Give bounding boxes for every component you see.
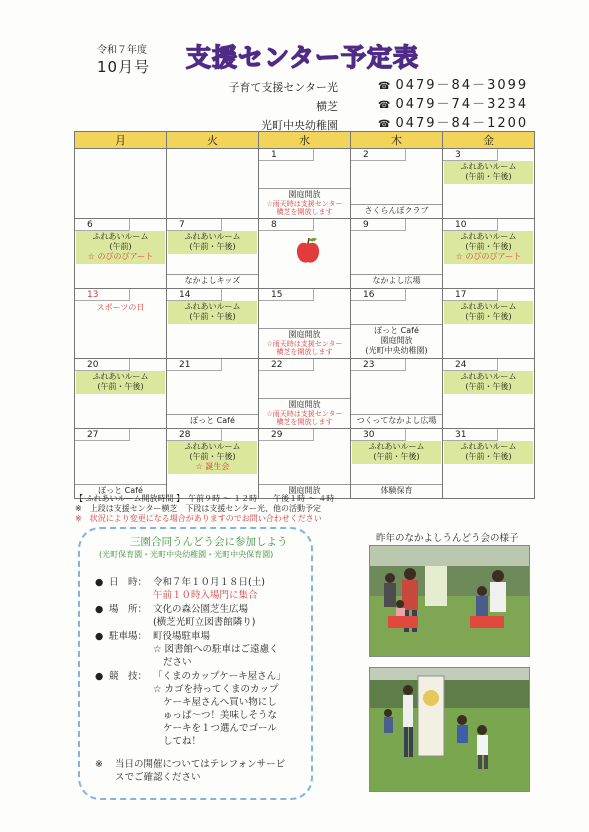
center-event: なかよしキッズ bbox=[167, 274, 258, 286]
note-hours: 【 ふれあいルーム開放時間 】 午前９時 ～ １２時 午後１時 ～ ４時 bbox=[75, 494, 335, 503]
phone-icon: ☎ bbox=[378, 100, 391, 111]
day-number: 15 bbox=[259, 289, 314, 301]
calendar-day-cell bbox=[75, 289, 167, 359]
calendar bbox=[74, 131, 535, 499]
fiscal-year: 令和７年度 bbox=[97, 45, 147, 56]
day-number: 31 bbox=[443, 429, 498, 441]
event-subtitle: (光町保育園・光町中央幼稚園・光町中央保育園) bbox=[99, 550, 274, 559]
calendar-day-cell bbox=[259, 149, 351, 219]
event-assembly: 午前１０時入場門に集合 bbox=[153, 590, 258, 601]
fureai-room-event: ふれあいルーム (午前・午後) ☆ 誕生会 bbox=[168, 441, 257, 474]
calendar-day-cell bbox=[259, 359, 351, 429]
fureai-room-event: ふれあいルーム (午前・午後) ☆ のびのびアート bbox=[444, 231, 533, 264]
fureai-room-event: ふれあいルーム (午前・午後) bbox=[444, 371, 533, 394]
phone-icon: ☎ bbox=[378, 119, 391, 130]
rain-note: ☆雨天時は支援センター bbox=[266, 340, 343, 348]
sports-day-photo-1 bbox=[369, 545, 530, 657]
day-number: 13 bbox=[75, 289, 130, 301]
notes bbox=[75, 494, 334, 524]
weekday-mon: 月 bbox=[75, 132, 167, 149]
bullet-icon: ● bbox=[95, 604, 104, 615]
center-event: つくってなかよし広場 bbox=[351, 414, 442, 426]
calendar-day-cell bbox=[351, 359, 443, 429]
calendar-day-cell bbox=[75, 149, 167, 219]
rain-note: ☆雨天時は支援センター bbox=[266, 410, 343, 418]
contact-name-hikari: 子育て支援センター光 bbox=[228, 81, 338, 94]
day-number: 7 bbox=[167, 219, 222, 231]
day-number: 22 bbox=[259, 359, 314, 371]
bullet-icon: ● bbox=[95, 671, 104, 682]
contact-tel-hikari: ☎ 0479－84－3099 bbox=[378, 78, 529, 93]
calendar-day-cell bbox=[351, 149, 443, 219]
fureai-room-event: ふれあいルーム (午前・午後) bbox=[168, 301, 257, 324]
calendar-week bbox=[75, 359, 535, 429]
note-layout: ※ 上段は支援センター横芝 下段は支援センター光、他の活動予定 bbox=[75, 504, 322, 513]
fureai-room-event: ふれあいルーム (午前・午後) bbox=[444, 441, 533, 464]
contact-tel-yokoshiba: ☎ 0479－74－3234 bbox=[378, 97, 529, 112]
fureai-room-event: ふれあいルーム (午前・午後) bbox=[444, 301, 533, 324]
day-number: 3 bbox=[443, 149, 498, 161]
special-event: ☆ のびのびアート bbox=[87, 252, 154, 261]
fureai-room-event: ふれあいルーム (午前・午後) bbox=[352, 441, 441, 464]
day-number: 24 bbox=[443, 359, 498, 371]
event-footer: ※ 当日の開催についてはテレフォンサービ スでご確認ください bbox=[95, 759, 286, 783]
calendar-day-cell bbox=[167, 429, 259, 499]
month-label: 10月号 bbox=[97, 58, 151, 76]
center-event: 園庭開放 bbox=[259, 484, 350, 496]
weekday-header bbox=[75, 132, 535, 149]
rain-note: ☆雨天時は支援センター bbox=[266, 200, 343, 208]
calendar-day-cell bbox=[75, 359, 167, 429]
fureai-room-event: ふれあいルーム (午前・午後) bbox=[444, 161, 533, 184]
calendar-day-cell bbox=[167, 219, 259, 289]
day-number: 17 bbox=[443, 289, 498, 301]
day-number: 10 bbox=[443, 219, 498, 231]
calendar-day-cell bbox=[259, 429, 351, 499]
day-number: 6 bbox=[75, 219, 130, 231]
event-parking-row: ● 駐車場： 町役場駐車場 ☆ 図書館への駐車はご遠慮く ださい bbox=[95, 631, 279, 668]
center-event: ぽっと Café 園庭開放 (光町中央幼稚園) bbox=[351, 324, 442, 356]
event-place-row: ● 場 所： 文化の森公園芝生広場 (横芝光町立図書館隣り) bbox=[95, 604, 256, 628]
calendar-day-cell bbox=[443, 429, 535, 499]
note-change: ※ 状況により変更になる場合がありますのでお問い合わせください bbox=[75, 514, 322, 523]
day-number: 27 bbox=[75, 429, 130, 441]
weekday-wed: 水 bbox=[259, 132, 351, 149]
phone-icon: ☎ bbox=[378, 81, 391, 92]
center-event: さくらんぼクラブ bbox=[351, 204, 442, 216]
rain-note: 横芝を開放します bbox=[276, 208, 333, 216]
day-number: 14 bbox=[167, 289, 222, 301]
event-date-row: ● 日 時： 令和７年１０月１８日(土) 午前１０時入場門に集合 bbox=[95, 577, 265, 601]
event-game-row: ● 競 技： 「くまのカップケーキ屋さん」 ☆ カゴを持ってくまのカップ ケーキ屋さんへ買い物にし ゅっぱ～つ！美味しそうな ケーキを１つ選んでゴール してね！ bbox=[95, 671, 286, 747]
calendar-week bbox=[75, 149, 535, 219]
rain-note: 横芝を開放します bbox=[276, 348, 333, 356]
day-number: 2 bbox=[351, 149, 406, 161]
calendar-day-cell bbox=[443, 359, 535, 429]
calendar-day-cell bbox=[351, 429, 443, 499]
bullet-icon: ● bbox=[95, 631, 104, 642]
calendar-day-cell bbox=[167, 359, 259, 429]
calendar-day-cell bbox=[167, 289, 259, 359]
calendar-day-cell bbox=[259, 289, 351, 359]
center-event: ぽっと Café bbox=[167, 414, 258, 426]
day-number: 16 bbox=[351, 289, 406, 301]
day-number: 20 bbox=[75, 359, 130, 371]
center-event: ぽっと Café bbox=[75, 484, 166, 496]
center-event: なかよし広場 bbox=[351, 274, 442, 286]
calendar-week bbox=[75, 429, 535, 499]
center-event: 体験保育 bbox=[351, 484, 442, 496]
day-number: 30 bbox=[351, 429, 406, 441]
fureai-room-event: ふれあいルーム (午前・午後) bbox=[168, 231, 257, 254]
center-event: 園庭開放 ☆雨天時は支援センター 横芝を開放します bbox=[259, 398, 350, 426]
sports-day-photo-2 bbox=[369, 667, 530, 792]
calendar-day-cell bbox=[351, 219, 443, 289]
calendar-day-cell bbox=[259, 219, 351, 289]
calendar-day-cell bbox=[443, 149, 535, 219]
apple-icon bbox=[295, 237, 321, 265]
calendar-week bbox=[75, 289, 535, 359]
contact-name-yokoshiba: 横芝 bbox=[316, 100, 338, 113]
calendar-day-cell bbox=[167, 149, 259, 219]
calendar-day-cell bbox=[443, 219, 535, 289]
center-event: 園庭開放 ☆雨天時は支援センター 横芝を開放します bbox=[259, 328, 350, 356]
weekday-tue: 火 bbox=[167, 132, 259, 149]
calendar-day-cell bbox=[75, 219, 167, 289]
photo-caption: 昨年のなかよしうんどう会の様子 bbox=[376, 533, 519, 544]
day-number: 29 bbox=[259, 429, 314, 441]
weekday-fri: 金 bbox=[443, 132, 535, 149]
calendar-week bbox=[75, 219, 535, 289]
calendar-day-cell bbox=[75, 429, 167, 499]
contact-tel-kindergarten: ☎ 0479－84－1200 bbox=[378, 116, 529, 131]
contact-name-kindergarten: 光町中央幼稚園 bbox=[261, 119, 338, 132]
page-title: 支援センター予定表 bbox=[186, 43, 420, 72]
day-number: 21 bbox=[167, 359, 222, 371]
special-event: ☆ のびのびアート bbox=[455, 252, 522, 261]
holiday-label: スポーツの日 bbox=[96, 303, 145, 312]
day-number: 28 bbox=[167, 429, 222, 441]
fureai-room-event: ふれあいルーム (午前) ☆ のびのびアート bbox=[76, 231, 165, 264]
calendar-day-cell bbox=[443, 289, 535, 359]
calendar-day-cell bbox=[351, 289, 443, 359]
bullet-icon: ● bbox=[95, 577, 104, 588]
event-title: 三園合同うんどう会に参加しよう bbox=[130, 536, 288, 548]
day-number: 23 bbox=[351, 359, 406, 371]
fureai-room-event: ふれあいルーム (午前・午後) bbox=[76, 371, 165, 394]
day-number: 9 bbox=[351, 219, 406, 231]
weekday-thu: 木 bbox=[351, 132, 443, 149]
center-event: 園庭開放 ☆雨天時は支援センター 横芝を開放します bbox=[259, 188, 350, 216]
day-number: 1 bbox=[259, 149, 314, 161]
special-event: ☆ 誕生会 bbox=[195, 462, 230, 471]
day-number: 8 bbox=[259, 219, 314, 231]
rain-note: 横芝を開放します bbox=[276, 418, 333, 426]
